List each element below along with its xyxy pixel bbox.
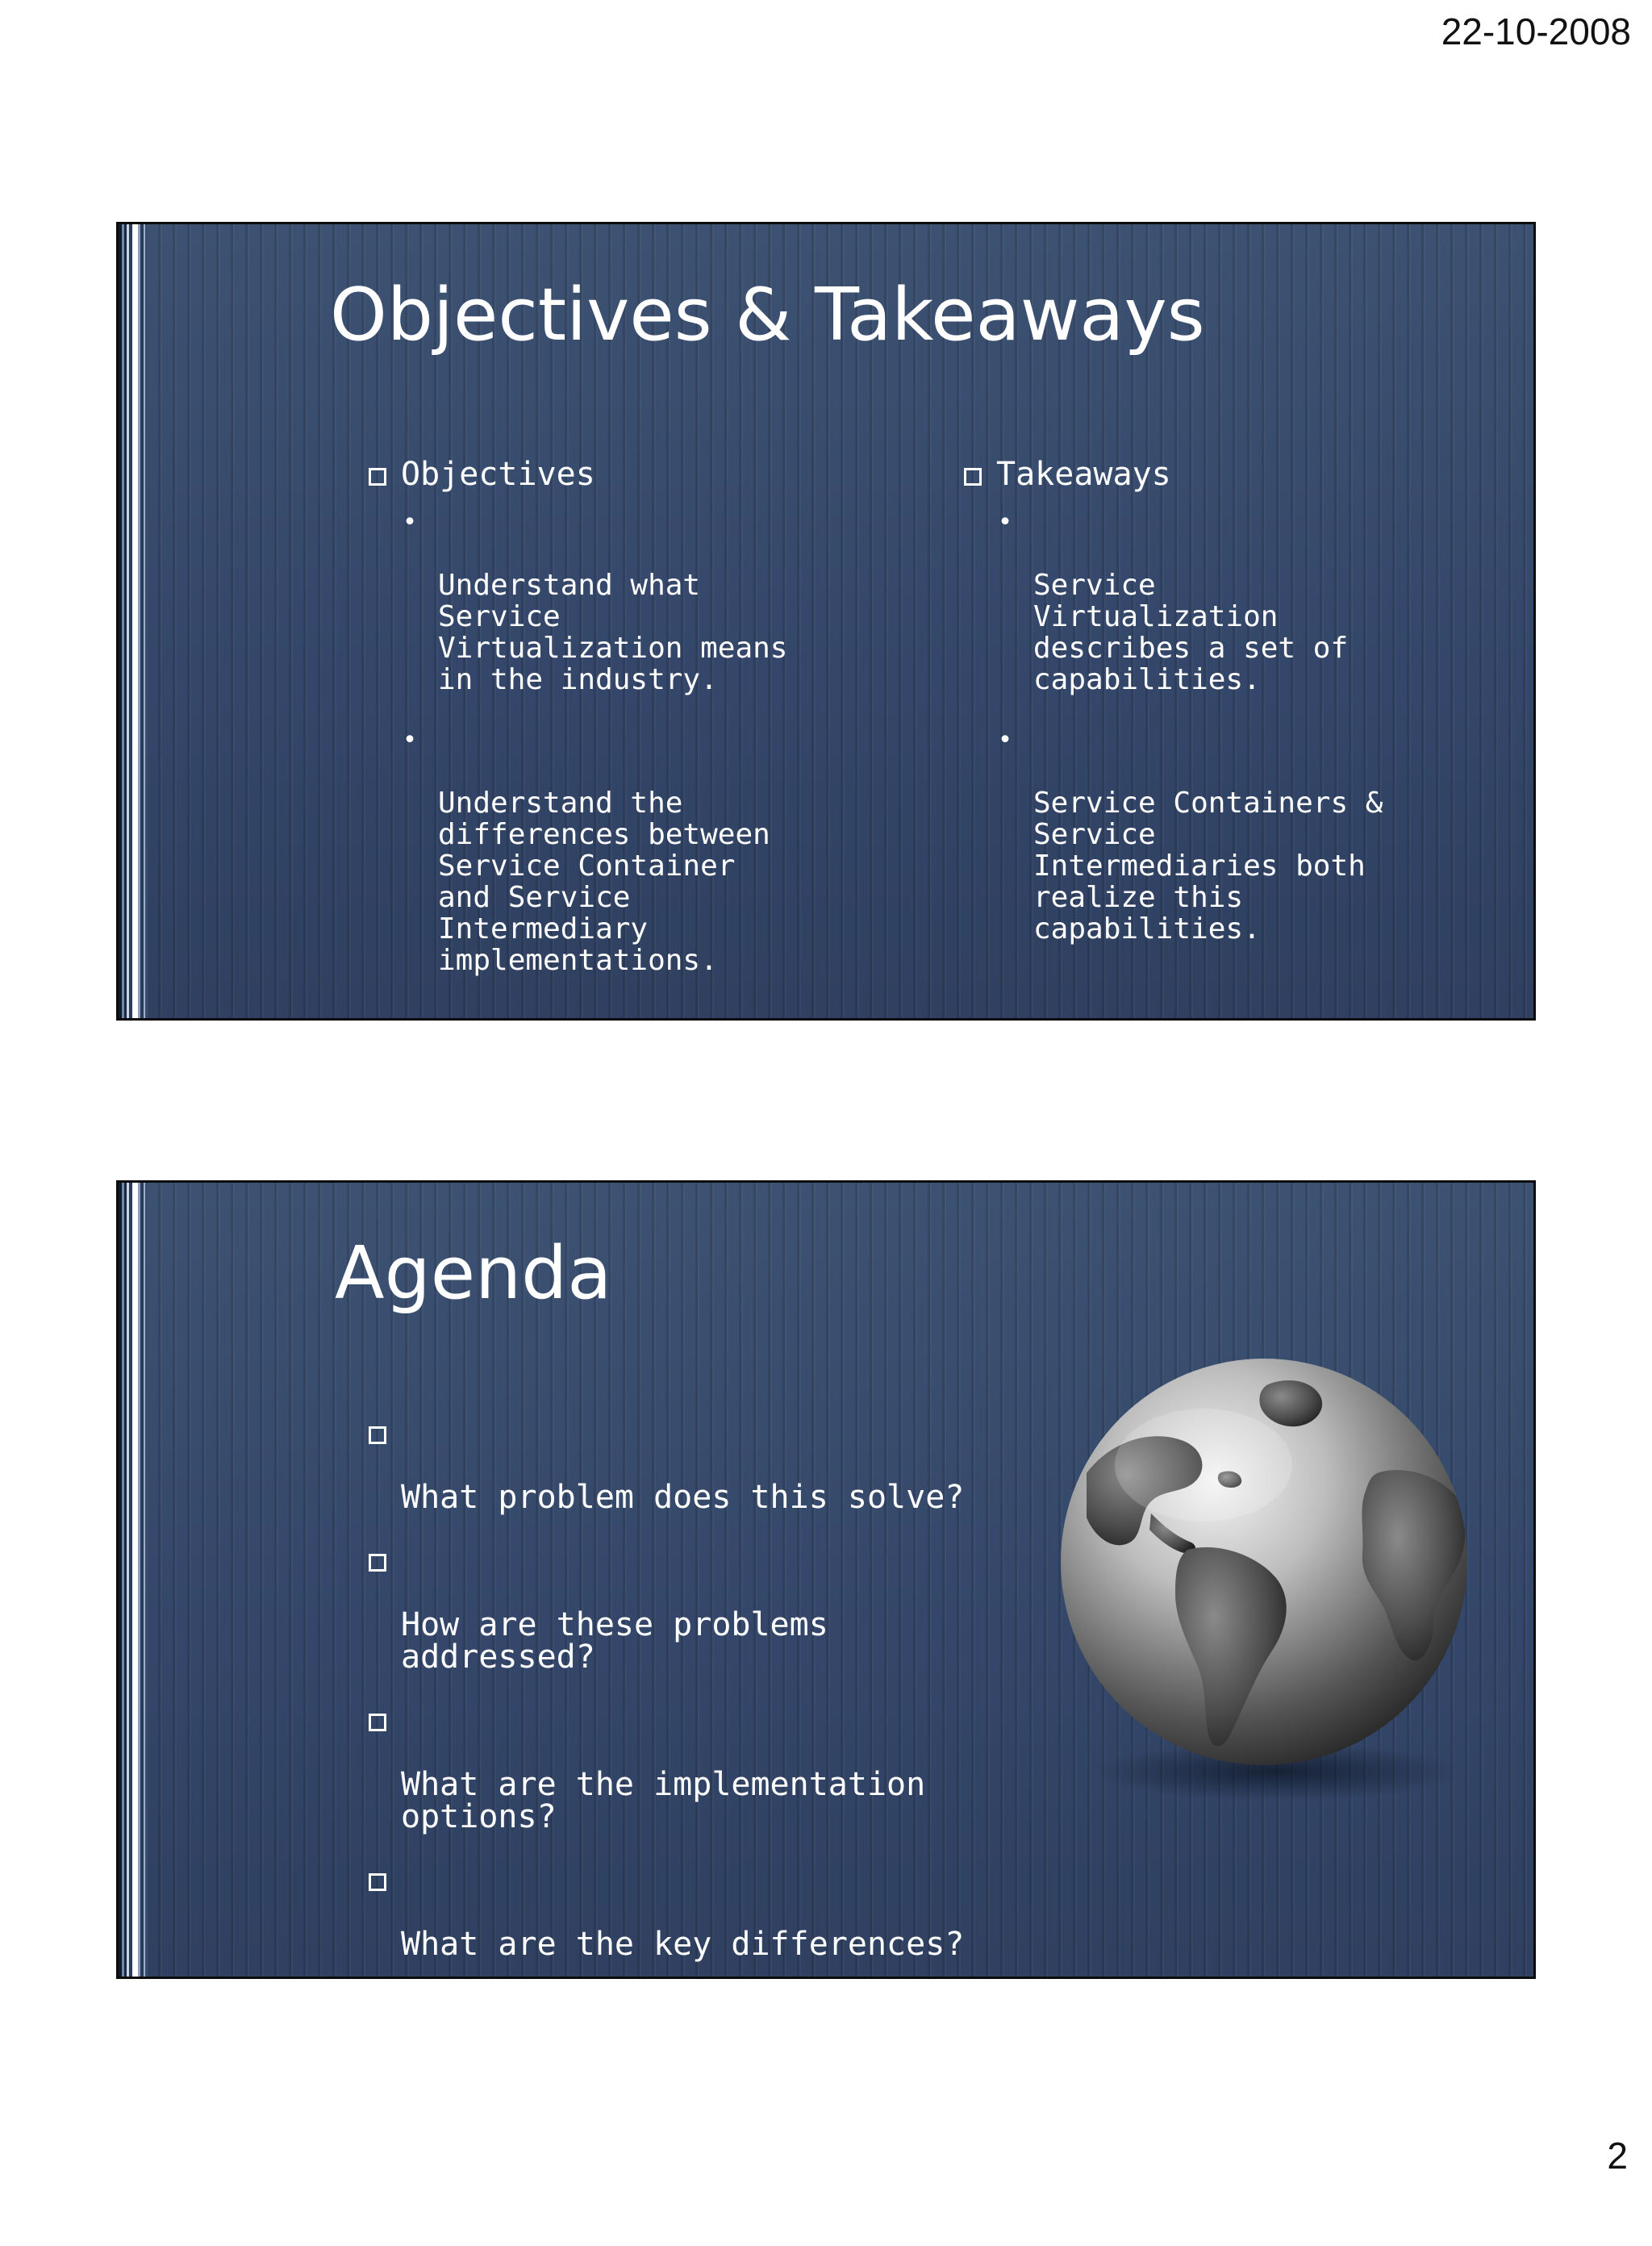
list-item (403, 507, 933, 695)
bullet-dot-icon: • (403, 508, 418, 536)
objectives-heading-item (369, 458, 933, 491)
takeaways-heading: Takeaways (996, 456, 1171, 493)
takeaways-list (998, 507, 1464, 945)
bullet-dot-icon: • (998, 726, 1013, 754)
slide-title: Objectives & Takeaways (330, 273, 1205, 357)
square-bullet-icon (369, 1554, 386, 1572)
takeaways-heading-item (964, 458, 1464, 491)
agenda-item (369, 1544, 1095, 1676)
globe-icon (1054, 1352, 1474, 1804)
list-item (403, 724, 933, 976)
agenda-item-text: What are the implementation options? (401, 1766, 926, 1835)
slide-edge-decoration (119, 1183, 148, 1977)
list-item-text: Service Virtualization describes a set of capabilities. (1033, 569, 1349, 696)
agenda-item-text: What are the key differences? (401, 1926, 965, 1963)
agenda-item-text: How are these problems addressed? (401, 1606, 828, 1676)
square-bullet-icon (964, 468, 982, 486)
agenda-item (369, 2119, 1095, 2218)
agenda-list (369, 1417, 1095, 2246)
square-bullet-icon (369, 1426, 386, 1444)
takeaways-column (964, 458, 1464, 974)
square-bullet-icon (369, 2001, 386, 2018)
square-bullet-icon (369, 468, 386, 486)
slide-edge-decoration (119, 224, 148, 1018)
page-number: 2 (1607, 2135, 1628, 2177)
agenda-item-text: Start Making Investments (401, 2053, 867, 2090)
objectives-column (369, 458, 933, 1005)
objectives-heading: Objectives (401, 456, 595, 493)
slide-title: Agenda (335, 1231, 612, 1316)
agenda-item-text: Questions & Answers (401, 2181, 770, 2218)
agenda-item-text: What problem does this solve? (401, 1479, 965, 1516)
agenda-item (369, 1417, 1095, 1516)
list-item-text: Understand the differences between Service Container and Service Intermediary implementations. (438, 787, 770, 977)
page-date: 22-10-2008 (1441, 10, 1631, 52)
square-bullet-icon (369, 1873, 386, 1891)
slide-objectives-takeaways (116, 222, 1536, 1021)
slide-agenda (116, 1180, 1536, 2218)
agenda-item (369, 1704, 1095, 1833)
list-item (998, 724, 1464, 945)
agenda-item (369, 1991, 1095, 2088)
list-item (998, 507, 1464, 695)
list-item-text: Understand what Service Virtualization means in the industry. (438, 569, 788, 696)
objectives-list (403, 507, 933, 976)
bullet-dot-icon: • (403, 726, 418, 754)
square-bullet-icon (369, 1714, 386, 1731)
list-item-text: Service Containers & Service Intermediaries both realize this capabilities. (1033, 787, 1383, 946)
square-bullet-icon (369, 2128, 386, 2146)
bullet-dot-icon: • (998, 508, 1013, 536)
agenda-item (369, 1864, 1095, 1963)
